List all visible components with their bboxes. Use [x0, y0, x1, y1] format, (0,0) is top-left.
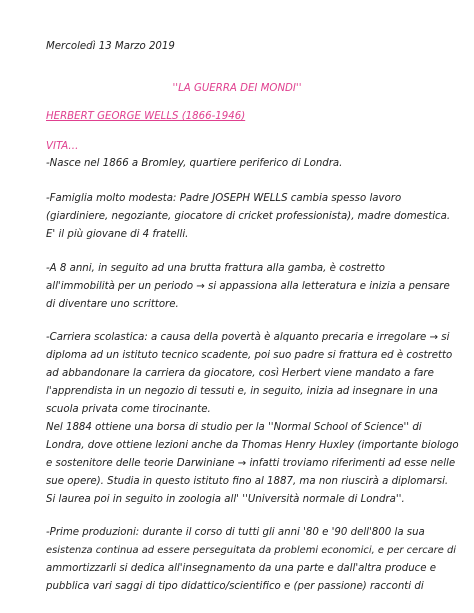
document-title: ''LA GUERRA DEI MONDI'' — [172, 83, 302, 94]
paragraph-line: all'immobilità per un periodo → si appassiona alla letteratura e inizia a pensare — [46, 281, 450, 292]
paragraph-line: -A 8 anni, in seguito ad una brutta frattura alla gamba, è costretto — [46, 263, 385, 274]
paragraph-line: Nel 1884 ottiene una borsa di studio per la ''Normal School of Science'' di — [46, 422, 422, 433]
section-heading: VITA… — [46, 141, 79, 152]
paragraph-line: -Prime produzioni: durante il corso di tutti gli anni '80 e '90 dell'800 la sua — [46, 527, 425, 538]
author-heading: HERBERT GEORGE WELLS (1866-1946) — [46, 111, 246, 122]
paragraph-line: di diventare uno scrittore. — [46, 299, 179, 310]
paragraph-line: ammortizzarli si dedica all'insegnamento da una parte e dall'altra produce e — [46, 563, 437, 574]
paragraph-line: Si laurea poi in seguito in zoologia all' ''Università normale di Londra''. — [46, 494, 405, 505]
paragraph-line: -Carriera scolastica: a causa della povertà è alquanto precaria e irregolare → si — [46, 332, 450, 343]
paragraph-line: scuola privata come tirocinante. — [46, 404, 211, 415]
paragraph-line: ad abbandonare la carriera da giocatore, così Herbert viene mandato a fare — [46, 368, 434, 379]
paragraph-line: pubblica vari saggi di tipo didattico/scientifico e (per passione) racconti di — [46, 581, 424, 592]
paragraph-line: e sostenitore delle teorie Darwiniane → infatti troviamo riferimenti ad esse nelle — [46, 458, 456, 469]
paragraph-line: -Famiglia molto modesta: Padre JOSEPH WELLS cambia spesso lavoro — [46, 193, 402, 204]
document-date: Mercoledì 13 Marzo 2019 — [46, 41, 175, 52]
paragraph-line: (giardiniere, negoziante, giocatore di cricket professionista), madre domestica. — [46, 211, 451, 222]
paragraph-line: l'apprendista in un negozio di tessuti e, in seguito, inizia ad insegnare in una — [46, 386, 438, 397]
paragraph-line: E' il più giovane di 4 fratelli. — [46, 229, 189, 240]
paragraph-line: -Nasce nel 1866 a Bromley, quartiere periferico di Londra. — [46, 158, 343, 169]
paragraph-line: diploma ad un istituto tecnico scadente, poi suo padre si frattura ed è costretto — [46, 350, 453, 361]
paragraph-line: esistenza continua ad essere perseguitata da problemi economici, e per cercare di — [46, 545, 456, 556]
paragraph-line: Londra, dove ottiene lezioni anche da Thomas Henry Huxley (importante biologo — [46, 440, 459, 451]
paragraph-line: sue opere). Studia in questo istituto fino al 1887, ma non riuscirà a diplomarsi. — [46, 476, 449, 487]
